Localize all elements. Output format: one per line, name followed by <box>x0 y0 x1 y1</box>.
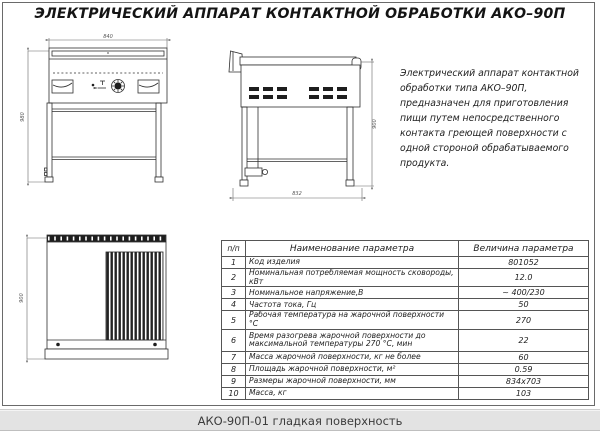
caption-text: АКО-90П-01 гладкая поверхность <box>197 413 403 428</box>
row-name: Размеры жарочной поверхности, мм <box>246 375 459 387</box>
row-name: Масса, кг <box>246 387 459 399</box>
header-value: Величина параметра <box>459 241 589 257</box>
dimension-label: 900 <box>19 293 25 303</box>
row-num: 6 <box>222 329 246 351</box>
row-name: Масса жарочной поверхности, кг не более <box>246 351 459 363</box>
row-value: 801052 <box>459 257 589 269</box>
table-row <box>222 257 589 269</box>
row-name: Рабочая температура на жарочной поверхности °С <box>246 311 459 329</box>
row-num: 9 <box>222 375 246 387</box>
row-num: 5 <box>222 311 246 329</box>
dimension-label: 980 <box>20 112 26 122</box>
row-num: 8 <box>222 363 246 375</box>
dimension-label: 900 <box>372 119 378 129</box>
header-name: Наименование параметра <box>246 241 459 257</box>
row-value: 50 <box>459 299 589 311</box>
front-view-drawing <box>10 30 210 205</box>
parameters-table <box>221 240 589 400</box>
side-view-drawing <box>225 38 395 213</box>
row-name: Номинальное напряжение,В <box>246 287 459 299</box>
table-row <box>222 329 589 351</box>
row-num: 10 <box>222 387 246 399</box>
row-num: 1 <box>222 257 246 269</box>
header-num: п/п <box>222 241 246 257</box>
row-value: 103 <box>459 387 589 399</box>
row-name: Площадь жарочной поверхности, м² <box>246 363 459 375</box>
table-row <box>222 387 589 399</box>
row-name: Время разогрева жарочной поверхности до максимальной температуры 270 °С, мин <box>246 329 459 351</box>
table-row <box>222 311 589 329</box>
row-value: 60 <box>459 351 589 363</box>
dimension-label: 840 <box>103 34 113 40</box>
table-row <box>222 363 589 375</box>
row-num: 3 <box>222 287 246 299</box>
row-name: Частота тока, Гц <box>246 299 459 311</box>
dimension-label: 832 <box>292 191 302 197</box>
row-value: 22 <box>459 329 589 351</box>
row-value: 12.0 <box>459 269 589 287</box>
row-value: ~ 400/230 <box>459 287 589 299</box>
table-row <box>222 351 589 363</box>
table-row <box>222 299 589 311</box>
row-num: 2 <box>222 269 246 287</box>
row-name: Номинальная потребляемая мощность сковороды, кВт <box>246 269 459 287</box>
row-num: 7 <box>222 351 246 363</box>
row-value: 270 <box>459 311 589 329</box>
table-header-row <box>222 241 589 257</box>
top-view-drawing <box>10 228 210 403</box>
row-name: Код изделия <box>246 257 459 269</box>
row-num: 4 <box>222 299 246 311</box>
table-row <box>222 269 589 287</box>
row-value: 834х703 <box>459 375 589 387</box>
row-value: 0.59 <box>459 363 589 375</box>
page-title: ЭЛЕКТРИЧЕСКИЙ АППАРАТ КОНТАКТНОЙ ОБРАБОТКИ АКО–90П <box>34 6 566 22</box>
table-row <box>222 375 589 387</box>
table-row <box>222 287 589 299</box>
description-text: Электрический аппарат контактной обработки типа АКО–90П, предназначен для приготовления пищи путем непосредственного контакта греющей поверхности с одной стороной обрабатываемого продукта. <box>400 68 579 170</box>
caption-bar <box>0 409 600 431</box>
